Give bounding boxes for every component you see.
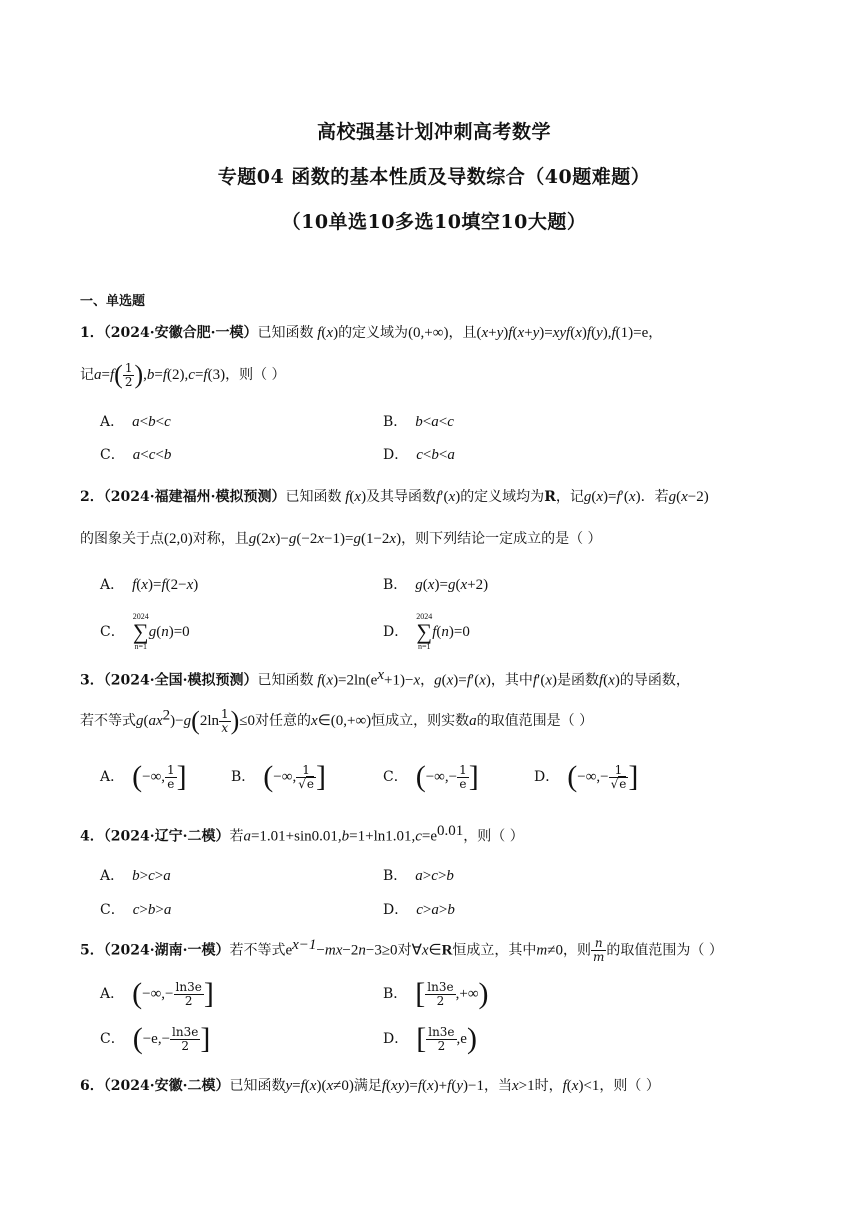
document-subtitle: 专题04 函数的基本性质及导数综合（40题难题） [217, 166, 651, 188]
question-source: （2024·福建福州·模拟预测） [103, 489, 286, 505]
option-d[interactable]: D． [ $\frac{\ln 3e}{2}$ ,e) [383, 1022, 477, 1055]
option-b[interactable]: B． (−∞, $\frac{1}{√e}$ ] [231, 760, 326, 793]
question-3: 3．（2024·全国·模拟预测）已知函数 $f(x)=2\ln(e^x+1)-x$，g(x)=f′(x)，其中f′(x)是函数f(x)的导函数， [80, 667, 690, 689]
document-subtitle-counts: （10单选10多选10填空10大题） [281, 211, 587, 233]
question-4: 4．（2024·辽宁·二模）若$a=1.01+\sin 0.01,b=1+\ln 1.01,c=e^{0.01}$，则（ ） [80, 823, 524, 845]
option-c[interactable]: C． (−∞,− $\frac{1}{e}$ ] [383, 760, 479, 793]
option-c[interactable]: C． 2024 ∑ n=1 g(n)=0 [100, 612, 190, 651]
option-b[interactable]: B． a>c>b [383, 868, 454, 884]
option-a[interactable]: A． (−∞, $\frac{1}{e}$ ] [100, 760, 187, 793]
option-d[interactable]: D． (−∞,− $\frac{1}{√e}$ ] [534, 760, 639, 793]
option-c[interactable]: C． c>b>a [100, 902, 172, 918]
option-c[interactable]: C． (−e,− $\frac{\ln 3e}{2}$ ] [100, 1022, 211, 1055]
question-number: 1． [80, 325, 104, 341]
question-5: 5．（2024·湖南·一模）若不等式$e^{x-1}-mx-2n-3\ge 0$对∀x∈R恒成立，其中m≠0，则 $\frac{n}{m}$ 的取值范围为（ ） [80, 936, 723, 965]
option-d[interactable]: D． 2024 ∑ n=1 f(n)=0 [383, 612, 470, 651]
option-a[interactable]: A． f(x)=f(2−x) [100, 577, 199, 593]
option-a[interactable]: A． a<b<c [100, 414, 171, 430]
option-c[interactable]: C． a<c<b [100, 447, 172, 463]
option-b[interactable]: B． g(x)=g(x+2) [383, 577, 489, 593]
question-1-line2: 记a=f( $\frac{1}{2}$ ),b=f(2),c=f(3)，则（ ） [80, 360, 286, 389]
option-b[interactable]: B． [ $\frac{\ln 3e}{2}$ ,+∞) [383, 977, 489, 1010]
option-d[interactable]: D． c>a>b [383, 902, 455, 918]
question-source: （2024·辽宁·二模） [103, 828, 230, 845]
question-6: 6．（2024·安徽·二模）已知函数y=f(x)(x≠0)满足f(xy)=f(x)+f(y)−1，当x>1时，f(x)<1，则（ ） [80, 1078, 660, 1094]
option-d[interactable]: D． c<b<a [383, 447, 455, 463]
section-heading: 一、单选题 [80, 294, 146, 309]
question-2-line2: 的图象关于点(2,0)对称，且g(2x)−g(−2x−1)=g(1−2x)，则下列结论一定成立的是（ ） [80, 531, 602, 547]
question-source: （2024·全国·模拟预测） [103, 672, 258, 689]
question-source: （2024·安徽·二模） [103, 1078, 230, 1094]
option-a[interactable]: A． (−∞,− $\frac{\ln 3e}{2}$ ] [100, 977, 214, 1010]
question-source: （2024·安徽合肥·一模） [103, 325, 258, 341]
question-2: 2．（2024·福建福州·模拟预测）已知函数 f(x)及其导函数f′(x)的定义域均为R，记g(x)=f′(x)．若g(x−2) [80, 489, 709, 505]
option-b[interactable]: B． b<a<c [383, 414, 454, 430]
question-1: 1．（2024·安徽合肥·一模）已知函数 f(x)的定义域为(0,+∞)，且(x+y)f(x+y)=xyf(x)f(y),f(1)=e， [80, 325, 663, 341]
question-3-line2: 若不等式$g(ax^2)-g(2\ln$ $\frac{1}{x}$ )≤0对任意的x∈(0,+∞)恒成立，则实数a的取值范围是（ ） [80, 706, 594, 735]
document-title: 高校强基计划冲刺高考数学 [316, 121, 551, 143]
option-a[interactable]: A． b>c>a [100, 868, 171, 884]
question-source: （2024·湖南·一模） [103, 942, 230, 959]
